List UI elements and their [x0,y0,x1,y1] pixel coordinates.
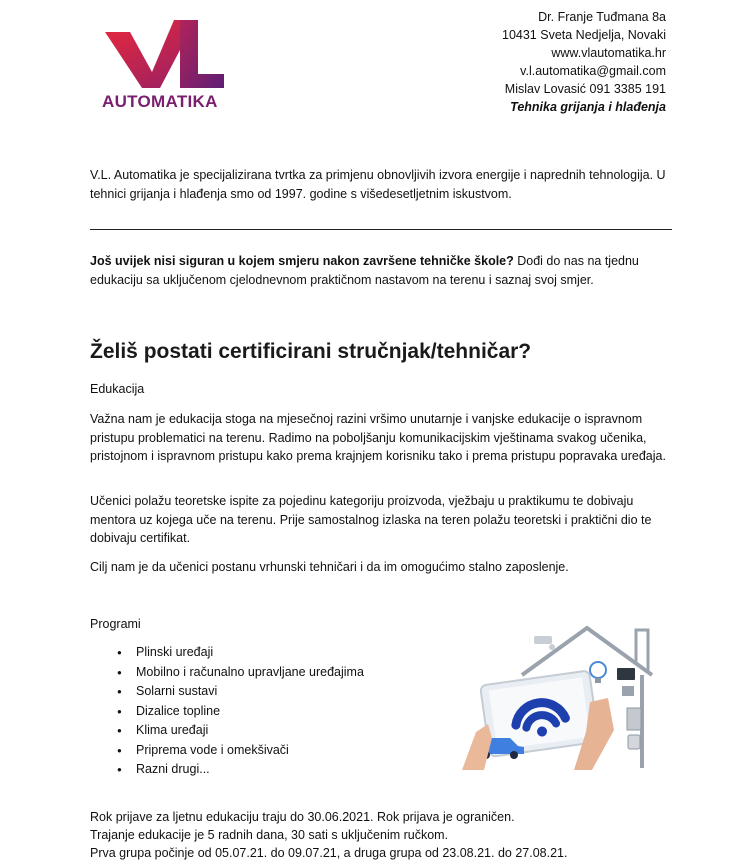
education-paragraph-2: Učenici polažu teoretske ispite za pojedinu kategoriju proizvoda, vježbaju u praktikumu te dobivaju mentora uz kojega uče na terenu. Prije samostalnog izlaska na teren polažu teoretski i praktični dio te dobivaju certifikat. [90,494,652,545]
education-paragraph-3: Cilj nam je da učenici postanu vrhunski tehničari i da im omogućimo stalno zaposlenje. [90,560,569,574]
footer-deadline: Rok prijave za ljetnu edukaciju traju do 30.06.2021. Rok prijava je ograničen. [90,810,515,824]
page-heading: Želiš postati certificirani stručnjak/tehničar? [90,340,532,363]
footer-groups: Prva grupa počinje od 05.07.21. do 09.07.21, a druga grupa od 23.08.21. do 27.08.21. [90,846,568,860]
postal-line: 10431 Sveta Nedjelja, Novaki [502,28,666,42]
education-label: Edukacija [90,382,145,396]
tagline: Tehnika grijanja i hlađenja [510,100,666,114]
list-item: ● Dizalice topline [117,702,364,722]
programs-list [117,643,364,780]
website-link[interactable]: www.vlautomatika.hr [551,46,666,60]
programs-label: Programi [90,617,141,631]
logo-wordmark: AUTOMATIKA [102,92,218,111]
address-line: Dr. Franje Tuđmana 8a [538,10,666,24]
email-link[interactable]: v.l.automatika@gmail.com [520,64,666,78]
question-bold: Još uvijek nisi siguran u kojem smjeru nakon završene tehničke škole? [90,254,514,268]
contact-block [502,8,666,116]
list-item: ● Razni drugi... [117,760,364,780]
list-item: ● Solarni sustavi [117,682,364,702]
question-paragraph [90,252,670,289]
divider [90,229,672,230]
footer-duration: Trajanje edukacije je 5 radnih dana, 30 sati s uključenim ručkom. [90,828,449,842]
phone-line: Mislav Lovasić 091 3385 191 [504,82,666,96]
list-item: ● Plinski uređaji [117,643,364,663]
list-item: ● Mobilno i računalno upravljane uređajima [117,663,364,683]
education-paragraph-1: Važna nam je edukacija stoga na mjesečnoj razini vršimo unutarnje i vanjske edukacije o ispravnom pristupu problematici na terenu. Radimo na poboljšanju komunikacijskim vještinama svakog učenika, pristojnom i ispravnom pristupu kako prema krajnjem korisniku tako i prema pristupu popravaka uređaja. [90,412,666,463]
question-rest: Dođi do nas na tjednu edukaciju sa uključenom cjelodnevnom praktičnom nastavom na terenu i saznaj svoj smjer. [90,254,639,287]
smart-home-illustration [462,620,680,775]
list-item: ● Klima uređaji [117,721,364,741]
intro-paragraph: V.L. Automatika je specijalizirana tvrtka za primjenu obnovljivih izvora energije i naprednih tehnologija. U tehnici grijanja i hlađenja smo od 1997. godine s višedesetljetnim iskustvom. [90,168,666,201]
list-item: ● Priprema vode i omekšivači [117,741,364,761]
